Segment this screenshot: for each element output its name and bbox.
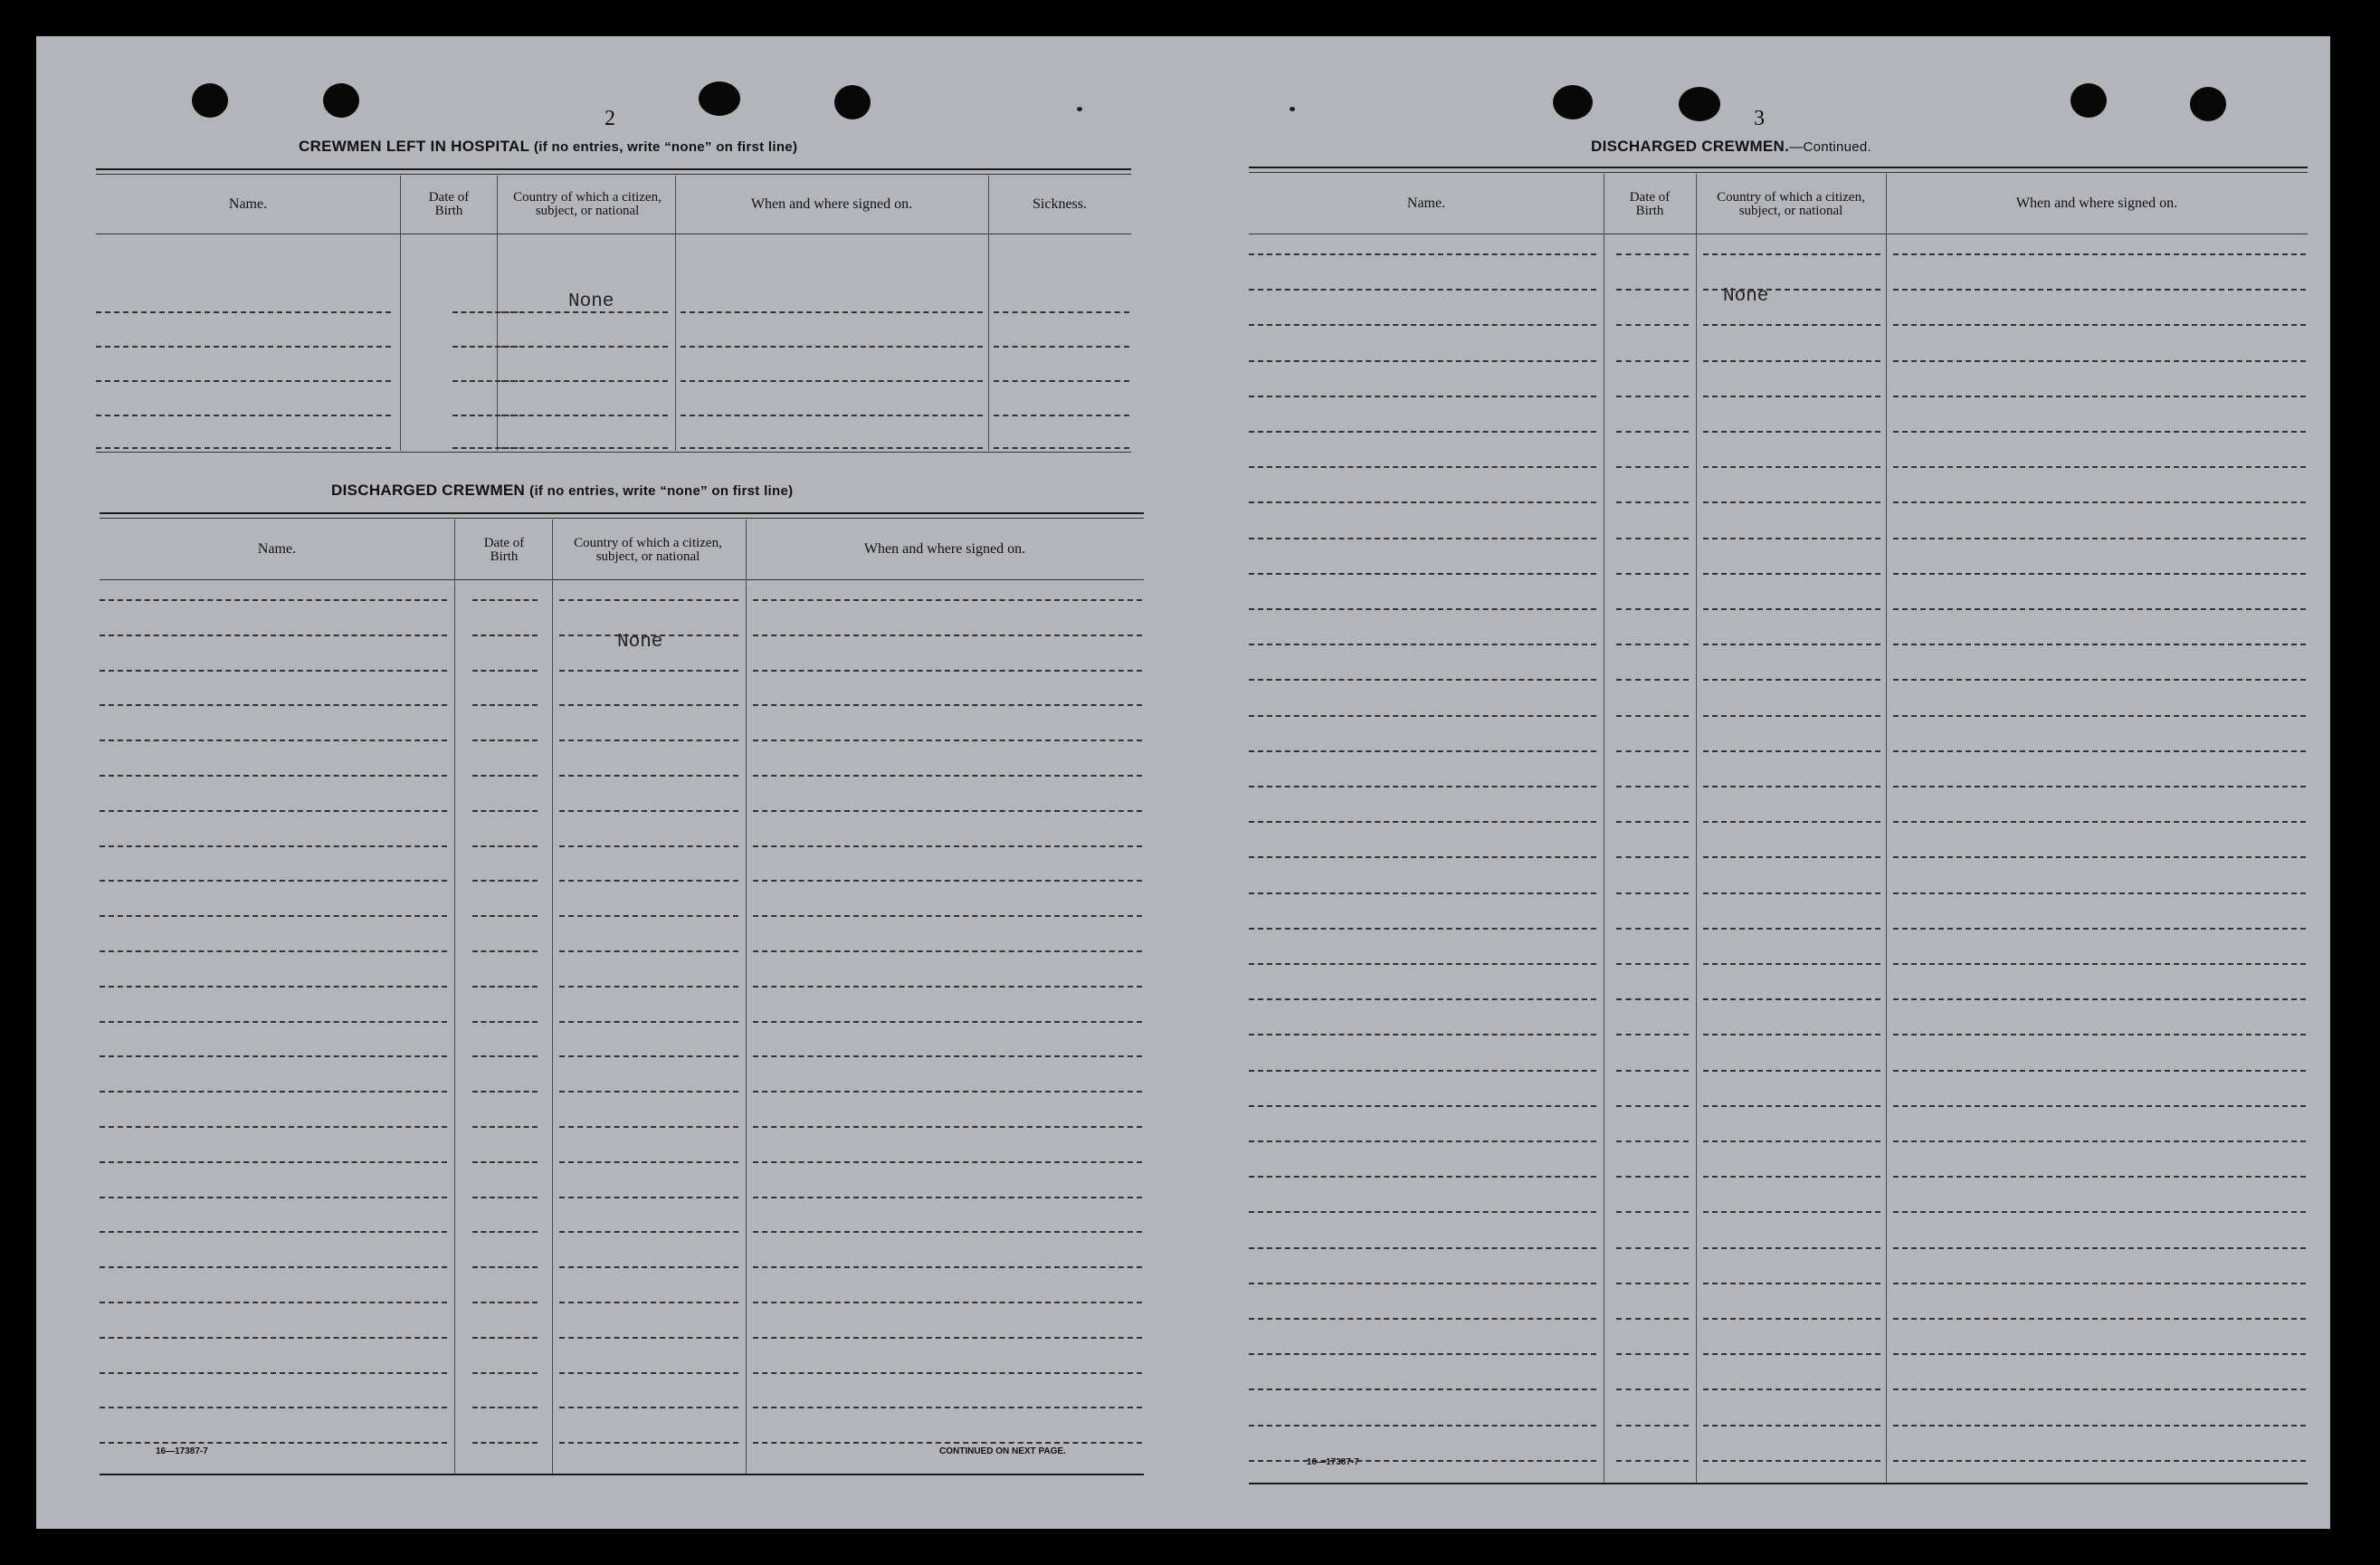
ruled-line — [1893, 750, 2306, 752]
ruled-line — [100, 915, 447, 917]
col-header-country: Country of which a citizen, subject, or national — [513, 190, 662, 218]
ruled-line — [1703, 501, 1880, 503]
ruled-line — [100, 1091, 447, 1093]
ruled-line — [1616, 998, 1689, 1000]
ruled-line — [472, 740, 538, 741]
ruled-line — [1249, 644, 1596, 645]
ruled-line — [472, 880, 538, 882]
ruled-line — [559, 740, 738, 741]
ruled-line — [1893, 608, 2306, 610]
ruled-line — [100, 1302, 447, 1303]
ruled-line — [100, 635, 447, 636]
col-header-date-of-birth: Date of Birth — [483, 536, 525, 564]
ruled-line — [472, 810, 538, 812]
ruled-line — [1249, 431, 1596, 433]
ruled-line — [1249, 608, 1596, 610]
ruled-line — [100, 670, 447, 672]
ruled-line — [472, 1302, 538, 1303]
ruled-line — [1893, 928, 2306, 930]
ruled-line — [1703, 324, 1880, 326]
ruled-line — [559, 1337, 738, 1339]
ruled-line — [472, 599, 538, 601]
ruled-line — [559, 1442, 738, 1444]
ruled-line — [1249, 1425, 1596, 1427]
hospital-entry: None — [568, 291, 614, 312]
ruled-line — [100, 810, 447, 812]
ruled-line — [1616, 538, 1689, 539]
col-header-country: Country of which a citizen, subject, or national — [574, 536, 722, 564]
punch-hole — [2071, 83, 2107, 118]
ruled-line — [559, 1197, 738, 1198]
ruled-line — [1703, 608, 1880, 610]
punch-hole — [834, 85, 871, 119]
discharged-section-title — [331, 482, 793, 500]
ruled-line — [1249, 1318, 1596, 1320]
ruled-line — [1249, 324, 1596, 326]
speck — [1077, 107, 1082, 111]
ruled-line — [1893, 1070, 2306, 1072]
ruled-line — [753, 950, 1142, 952]
ruled-line — [1616, 786, 1689, 787]
ruled-line — [1616, 1283, 1689, 1284]
ruled-line — [1249, 1070, 1596, 1072]
ruled-line — [1616, 1070, 1689, 1072]
ruled-line — [1703, 963, 1880, 965]
ruled-line — [1893, 998, 2306, 1000]
ruled-line — [753, 599, 1142, 601]
ruled-line — [1703, 1070, 1880, 1072]
ruled-line — [1616, 608, 1689, 610]
ruled-line — [100, 1231, 447, 1233]
ruled-line — [1249, 1034, 1596, 1035]
ruled-line — [1703, 892, 1880, 894]
ruled-line — [1703, 856, 1880, 858]
punch-hole — [1553, 85, 1593, 119]
ruled-line — [100, 1161, 447, 1163]
ruled-line — [1893, 360, 2306, 362]
ruled-line — [100, 1126, 447, 1128]
ruled-line — [1616, 1425, 1689, 1427]
ruled-line — [1893, 1425, 2306, 1427]
ruled-line — [1893, 324, 2306, 326]
ruled-line — [1703, 715, 1880, 717]
ruled-line — [1703, 928, 1880, 930]
ruled-line — [753, 670, 1142, 672]
hospital-instruction: (if no entries, write “none” on first line) — [533, 139, 798, 155]
ruled-line — [1249, 396, 1596, 397]
ruled-line — [100, 1055, 447, 1057]
ruled-line — [1893, 396, 2306, 397]
discharged-continued-text: DISCHARGED CREWMEN. — [1591, 138, 1790, 155]
ruled-line — [1249, 538, 1596, 539]
ruled-line — [1703, 1034, 1880, 1035]
ruled-line — [1616, 1388, 1689, 1390]
ruled-line — [753, 1126, 1142, 1128]
ruled-line — [472, 635, 538, 636]
ruled-line — [100, 1337, 447, 1339]
ruled-line — [1616, 644, 1689, 645]
col-header-name: Name. — [228, 196, 268, 212]
ruled-line — [1703, 1460, 1880, 1462]
discharged-entry: None — [617, 632, 663, 653]
ruled-line — [472, 1407, 538, 1408]
ruled-line — [1616, 1140, 1689, 1142]
ruled-line — [1893, 1140, 2306, 1142]
ruled-line — [1249, 1176, 1596, 1178]
col-header-name: Name. — [257, 541, 297, 557]
ruled-line — [472, 1231, 538, 1233]
ruled-line — [1893, 892, 2306, 894]
ruled-line — [1893, 1105, 2306, 1107]
col-header-date-of-birth: Date of Birth — [428, 190, 470, 218]
ruled-line — [1616, 1460, 1689, 1462]
ruled-line — [1893, 821, 2306, 823]
ruled-line — [1703, 396, 1880, 397]
ruled-line — [472, 704, 538, 706]
ruled-line — [1703, 1318, 1880, 1320]
ruled-line — [1703, 786, 1880, 787]
punch-hole — [1679, 87, 1720, 121]
ruled-line — [1616, 1353, 1689, 1355]
ruled-line — [1616, 1211, 1689, 1213]
ruled-line — [1893, 466, 2306, 468]
ruled-line — [1703, 998, 1880, 1000]
ruled-line — [559, 1407, 738, 1408]
ruled-line — [559, 810, 738, 812]
ruled-line — [1249, 501, 1596, 503]
discharged-continued-title — [1591, 138, 1871, 156]
ruled-line — [1249, 963, 1596, 965]
ruled-line — [472, 670, 538, 672]
ruled-line — [559, 1302, 738, 1303]
ruled-line — [559, 599, 738, 601]
ruled-line — [1616, 360, 1689, 362]
ruled-line — [1616, 679, 1689, 681]
ruled-line — [559, 1372, 738, 1374]
ruled-line — [1703, 1388, 1880, 1390]
ruled-line — [1249, 466, 1596, 468]
ruled-line — [1616, 1034, 1689, 1035]
punch-hole — [2190, 87, 2226, 121]
continued-note: CONTINUED ON NEXT PAGE. — [939, 1446, 1066, 1456]
ruled-line — [472, 1266, 538, 1268]
form-number-right: 16—17387-7 — [1307, 1457, 1359, 1467]
col-header-signed-on: When and where signed on. — [2015, 196, 2178, 211]
ruled-line — [100, 599, 447, 601]
ruled-line — [1616, 573, 1689, 575]
ruled-line — [1616, 1105, 1689, 1107]
punch-hole — [323, 83, 359, 118]
ruled-line — [100, 1372, 447, 1374]
ruled-line — [1249, 928, 1596, 930]
ruled-line — [1616, 750, 1689, 752]
ruled-line — [1893, 963, 2306, 965]
ruled-line — [559, 775, 738, 777]
ruled-line — [1703, 289, 1880, 291]
ruled-line — [1249, 821, 1596, 823]
ruled-line — [100, 775, 447, 777]
col-header-signed-on: When and where signed on. — [863, 541, 1026, 557]
ruled-line — [472, 775, 538, 777]
ruled-line — [753, 1231, 1142, 1233]
ruled-line — [1703, 573, 1880, 575]
ruled-line — [472, 1126, 538, 1128]
ruled-line — [1249, 1283, 1596, 1284]
ruled-line — [1703, 1353, 1880, 1355]
ruled-line — [1703, 1283, 1880, 1284]
ruled-line — [1249, 1211, 1596, 1213]
ruled-line — [100, 880, 447, 882]
ruled-line — [1703, 1140, 1880, 1142]
ruled-line — [1893, 679, 2306, 681]
ruled-line — [1616, 466, 1689, 468]
ruled-line — [1893, 1353, 2306, 1355]
col-header-signed-on: When and where signed on. — [750, 196, 913, 212]
ruled-line — [753, 1442, 1142, 1444]
ruled-line — [1249, 289, 1596, 291]
ruled-line — [753, 1302, 1142, 1303]
col-header-country: Country of which a citizen, subject, or national — [1717, 190, 1865, 218]
ruled-line — [472, 1161, 538, 1163]
ruled-line — [1893, 644, 2306, 645]
ruled-line — [559, 670, 738, 672]
ruled-line — [1249, 715, 1596, 717]
discharged-title-text: DISCHARGED CREWMEN — [331, 482, 526, 499]
ruled-line — [1249, 998, 1596, 1000]
ruled-line — [1703, 750, 1880, 752]
ruled-line — [1893, 501, 2306, 503]
ruled-line — [1616, 289, 1689, 291]
speck — [1290, 107, 1295, 111]
ruled-line — [559, 845, 738, 847]
ruled-line — [753, 704, 1142, 706]
ruled-line — [100, 1021, 447, 1023]
ruled-line — [753, 915, 1142, 917]
ruled-line — [559, 1021, 738, 1023]
ruled-line — [472, 1337, 538, 1339]
ruled-line — [100, 740, 447, 741]
ruled-line — [1616, 1247, 1689, 1249]
col-header-sickness: Sickness. — [1033, 196, 1087, 212]
ruled-line — [100, 1442, 447, 1444]
ruled-line — [753, 1407, 1142, 1408]
ruled-line — [1893, 538, 2306, 539]
ruled-line — [1703, 821, 1880, 823]
ruled-line — [100, 1407, 447, 1408]
ruled-line — [1893, 715, 2306, 717]
ruled-line — [1893, 1388, 2306, 1390]
ruled-line — [1249, 1140, 1596, 1142]
ruled-line — [1703, 431, 1880, 433]
ruled-line — [1249, 750, 1596, 752]
punch-hole — [699, 81, 740, 116]
ruled-line — [1893, 1283, 2306, 1284]
ruled-line — [1703, 1247, 1880, 1249]
ruled-line — [753, 986, 1142, 988]
ruled-line — [472, 845, 538, 847]
ruled-line — [559, 1231, 738, 1233]
ruled-line — [753, 810, 1142, 812]
ruled-line — [1893, 1318, 2306, 1320]
ruled-line — [559, 704, 738, 706]
ruled-line — [1703, 1425, 1880, 1427]
ruled-line — [753, 1021, 1142, 1023]
ruled-line — [1616, 1176, 1689, 1178]
ruled-line — [100, 1197, 447, 1198]
ruled-line — [1249, 1247, 1596, 1249]
ruled-line — [559, 1266, 738, 1268]
ruled-line — [1249, 1388, 1596, 1390]
ruled-line — [1703, 360, 1880, 362]
ruled-line — [1893, 573, 2306, 575]
ruled-line — [472, 1055, 538, 1057]
ruled-line — [1249, 679, 1596, 681]
ruled-line — [1249, 786, 1596, 787]
ruled-line — [753, 635, 1142, 636]
ruled-line — [753, 880, 1142, 882]
ruled-line — [559, 1126, 738, 1128]
ruled-line — [559, 915, 738, 917]
ruled-line — [1703, 1211, 1880, 1213]
discharged-table-right — [1249, 167, 2308, 1488]
ruled-line — [1616, 253, 1689, 255]
ruled-line — [1249, 1353, 1596, 1355]
ruled-line — [100, 1266, 447, 1268]
ruled-line — [472, 1091, 538, 1093]
ruled-line — [1893, 253, 2306, 255]
ruled-line — [472, 1372, 538, 1374]
ruled-line — [753, 845, 1142, 847]
ruled-line — [1616, 431, 1689, 433]
discharged-table-left — [100, 512, 1144, 1477]
ruled-line — [753, 1055, 1142, 1057]
form-number-left: 16—17387-7 — [156, 1446, 208, 1456]
ruled-line — [753, 740, 1142, 741]
page-number-left: 2 — [605, 107, 615, 130]
ruled-line — [1616, 501, 1689, 503]
ruled-line — [472, 986, 538, 988]
ruled-line — [1893, 786, 2306, 787]
ruled-line — [472, 915, 538, 917]
punch-hole — [192, 83, 228, 118]
page-number-right: 3 — [1754, 107, 1765, 130]
ruled-line — [559, 635, 738, 636]
ruled-line — [753, 775, 1142, 777]
ruled-line — [559, 950, 738, 952]
ruled-line — [559, 1091, 738, 1093]
ruled-line — [1249, 360, 1596, 362]
ruled-line — [1893, 856, 2306, 858]
ruled-line — [1893, 1247, 2306, 1249]
ruled-line — [1703, 466, 1880, 468]
ruled-line — [1249, 1105, 1596, 1107]
ruled-line — [472, 1442, 538, 1444]
hospital-section-title — [299, 138, 797, 156]
document-page — [36, 36, 2330, 1529]
continued-suffix: —Continued. — [1789, 139, 1872, 155]
ruled-line — [753, 1337, 1142, 1339]
ruled-line — [1616, 715, 1689, 717]
ruled-line — [1893, 431, 2306, 433]
ruled-line — [472, 1197, 538, 1198]
ruled-line — [753, 1161, 1142, 1163]
ruled-line — [1703, 1105, 1880, 1107]
ruled-line — [100, 986, 447, 988]
hospital-table — [96, 168, 1131, 458]
hospital-title-text: CREWMEN LEFT IN HOSPITAL — [299, 138, 529, 155]
ruled-line — [1893, 1176, 2306, 1178]
ruled-line — [1616, 892, 1689, 894]
ruled-line — [472, 1021, 538, 1023]
ruled-line — [1249, 573, 1596, 575]
ruled-line — [1249, 253, 1596, 255]
ruled-line — [1893, 289, 2306, 291]
col-header-name: Name. — [1406, 196, 1446, 211]
ruled-line — [1616, 1318, 1689, 1320]
ruled-line — [1703, 538, 1880, 539]
ruled-line — [1616, 928, 1689, 930]
ruled-line — [559, 1055, 738, 1057]
ruled-line — [753, 1266, 1142, 1268]
ruled-line — [100, 950, 447, 952]
discharged-continued-entry: None — [1723, 286, 1769, 307]
ruled-line — [472, 950, 538, 952]
ruled-line — [1893, 1034, 2306, 1035]
ruled-line — [1703, 679, 1880, 681]
col-header-date-of-birth: Date of Birth — [1629, 190, 1671, 218]
ruled-line — [753, 1372, 1142, 1374]
ruled-line — [559, 1161, 738, 1163]
ruled-line — [559, 986, 738, 988]
ruled-line — [1249, 892, 1596, 894]
ruled-line — [1249, 856, 1596, 858]
ruled-line — [100, 704, 447, 706]
ruled-line — [1893, 1211, 2306, 1213]
ruled-line — [1616, 963, 1689, 965]
ruled-line — [753, 1091, 1142, 1093]
ruled-line — [1893, 1460, 2306, 1462]
discharged-instruction: (if no entries, write “none” on first line) — [529, 483, 794, 499]
ruled-line — [100, 845, 447, 847]
ruled-line — [1703, 253, 1880, 255]
ruled-line — [1249, 1460, 1596, 1462]
ruled-line — [1616, 856, 1689, 858]
ruled-line — [1616, 324, 1689, 326]
ruled-line — [1703, 1176, 1880, 1178]
ruled-line — [753, 1197, 1142, 1198]
ruled-line — [1616, 821, 1689, 823]
ruled-line — [1616, 396, 1689, 397]
ruled-line — [559, 880, 738, 882]
ruled-line — [1703, 644, 1880, 645]
